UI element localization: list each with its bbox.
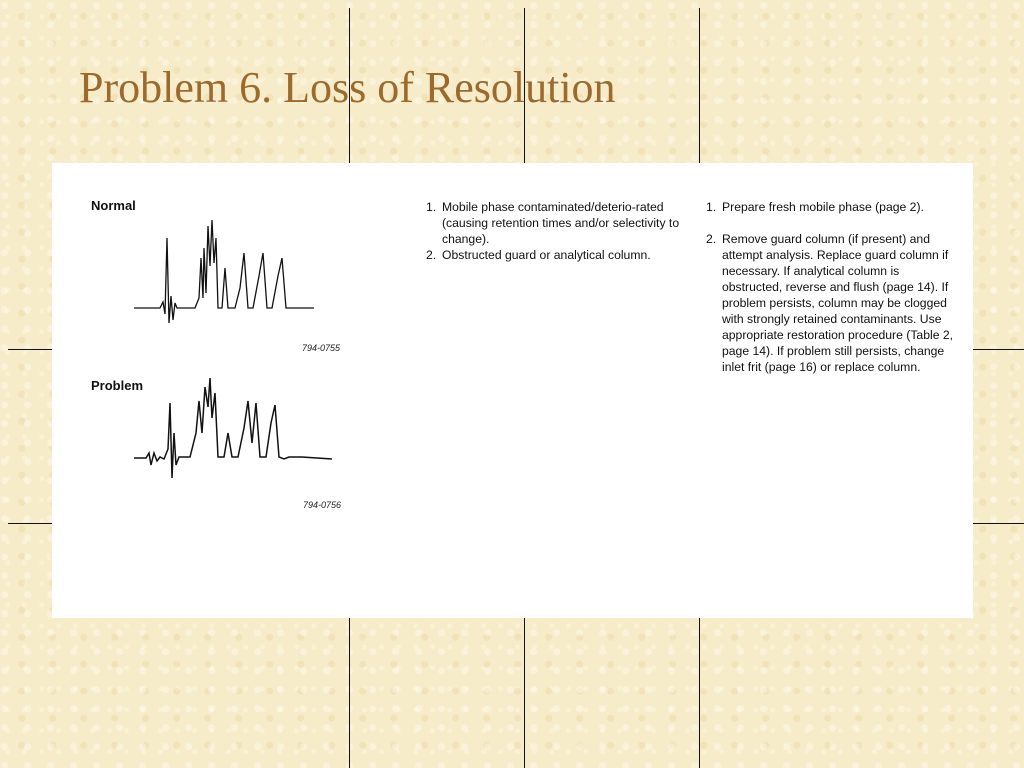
causes-list — [426, 199, 696, 263]
normal-chromatogram — [132, 208, 372, 333]
normal-figure-code: 794-0755 — [302, 343, 341, 353]
normal-label: Normal — [91, 198, 136, 213]
troubleshooting-figure — [52, 163, 973, 618]
problem-figure-code: 794-0756 — [303, 500, 342, 510]
remedy-item: 2. Remove guard column (if present) and attempt analysis. Replace guard column if necessary. If analytical column is obstructed, reverse and flush (page 14). If problem persists, column may be clogged with strongly retained contaminants. Use appropriate restoration procedure (Table 2, page 14). If problem still persists, change inlet frit (page 16) or replace column. — [706, 232, 954, 374]
problem-label: Problem — [91, 378, 144, 393]
problem-chromatogram — [132, 373, 372, 493]
grid-line — [973, 349, 1024, 350]
cause-item: 1. Mobile phase contaminated/deterio-rated (causing retention times and/or selectivity to change). — [426, 200, 680, 246]
grid-line — [8, 349, 53, 350]
grid-line — [973, 523, 1024, 524]
remedies-list — [706, 199, 956, 375]
cause-item: 2. Obstructed guard or analytical column. — [426, 248, 651, 262]
grid-line — [8, 523, 53, 524]
slide-title: Problem 6. Loss of Resolution — [79, 63, 616, 112]
remedy-item: 1. Prepare fresh mobile phase (page 2). — [706, 200, 924, 214]
